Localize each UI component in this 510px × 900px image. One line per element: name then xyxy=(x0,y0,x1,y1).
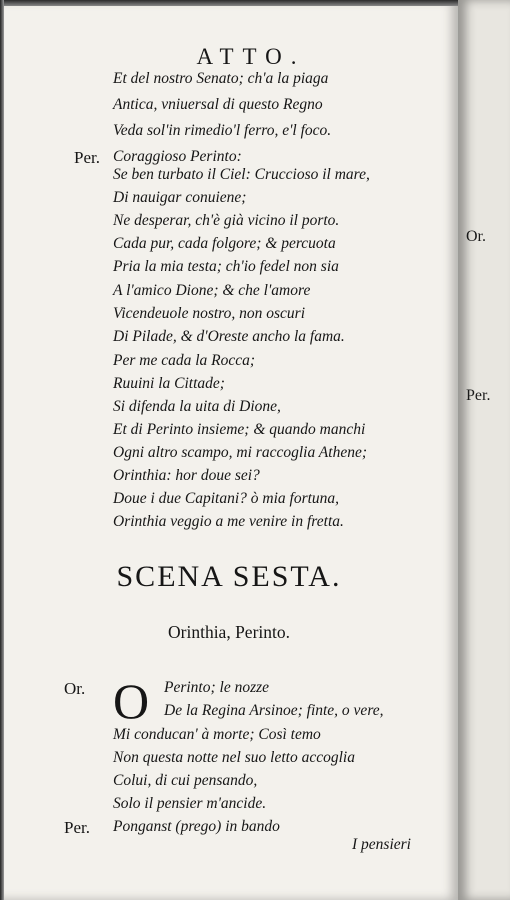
verse-line: Si difenda la uita di Dione, xyxy=(113,398,281,415)
drop-cap: O xyxy=(113,673,150,729)
verse-line: Di Pilade, & d'Oreste ancho la fama. xyxy=(113,328,345,345)
verse-line: Veda sol'in rimedio'l ferro, e'l foco. xyxy=(113,122,332,139)
verse-line: Ne desperar, ch'è già vicino il porto. xyxy=(113,212,340,229)
verse-line: Ponganst (prego) in bando xyxy=(113,818,280,835)
speaker-label: Per. xyxy=(64,818,90,837)
facing-page-edge xyxy=(458,0,510,900)
verse-line: Coraggioso Perinto: xyxy=(113,148,242,165)
verse-line: Ruuini la Cittade; xyxy=(113,375,225,392)
speaker-label: Or. xyxy=(64,679,86,698)
verse-line: Se ben turbato il Ciel: Cruccioso il mare, xyxy=(113,166,370,183)
verse-line: Per me cada la Rocca; xyxy=(113,352,256,369)
verse-line: Antica, vniuersal di questo Regno xyxy=(113,96,323,113)
speaker-label: Per. xyxy=(74,148,100,167)
scene-characters: Orinthia, Perinto. xyxy=(168,622,290,642)
verse-line: Doue i due Capitani? ò mia fortuna, xyxy=(113,490,340,507)
verse-line: Di nauigar conuiene; xyxy=(113,189,247,206)
catchword: I pensieri xyxy=(352,836,411,853)
verse-line: De la Regina Arsinoe; finte, o vere, xyxy=(164,702,384,719)
verse-line: Solo il pensier m'ancide. xyxy=(113,795,267,812)
scene-title: SCENA SESTA. xyxy=(116,560,342,593)
verse-line: Vicendeuole nostro, non oscuri xyxy=(113,305,305,322)
verse-line: Pria la mia testa; ch'io fedel non sia xyxy=(113,258,339,275)
verse-line: Cada pur, cada folgore; & percuota xyxy=(113,235,336,252)
verse-line: Non questa notte nel suo letto accoglia xyxy=(113,749,355,766)
verse-line: Et di Perinto insieme; & quando manchi xyxy=(113,421,366,438)
verse-line: Orinthia: hor doue sei? xyxy=(113,467,260,484)
facing-speaker-label: Or. xyxy=(466,228,486,245)
verse-line: Et del nostro Senato; ch'a la piaga xyxy=(113,70,329,87)
verse-line: A l'amico Dione; & che l'amore xyxy=(113,282,311,299)
verse-line: Orinthia veggio a me venire in fretta. xyxy=(113,513,344,530)
verse-line: Mi conducan' à morte; Così temo xyxy=(113,726,321,743)
verse-line: Ogni altro scampo, mi raccoglia Athene; xyxy=(113,444,367,461)
verse-line: Perinto; le nozze xyxy=(164,679,270,696)
verse-line: Colui, di cui pensando, xyxy=(113,772,258,789)
facing-speaker-label: Per. xyxy=(466,387,491,404)
running-head: ATTO. xyxy=(196,44,306,69)
